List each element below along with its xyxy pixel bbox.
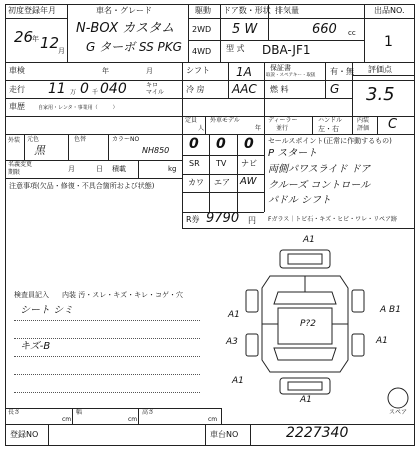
name-change-label2: 期限: [8, 169, 21, 176]
sales-point-2: 両側パワスライド ドア: [268, 164, 371, 175]
drive-label: 駆動: [195, 6, 211, 15]
grade: G ターボ SS PKG: [86, 40, 182, 54]
load-label: 積載: [112, 165, 126, 173]
warranty-value: 有・無: [330, 67, 354, 76]
recycle-value: 9790: [206, 211, 240, 226]
exterior-label: 外装: [8, 137, 21, 144]
mark-front: A1: [303, 235, 315, 245]
color-label: 色替: [74, 136, 87, 143]
model-change-label: 外車モデル: [210, 117, 240, 124]
name-change-month: 月: [68, 165, 75, 173]
capacity-unit: 人: [198, 125, 205, 132]
inspection-month-unit: 月: [146, 67, 153, 75]
width-label: 幅: [76, 409, 83, 416]
inspection-label: 車検: [9, 66, 25, 75]
width-unit: cm: [128, 416, 138, 423]
shift-label: シフト: [186, 66, 210, 75]
mileage-rest: 040: [100, 81, 127, 97]
height-label: 高さ: [142, 409, 155, 416]
mileage-man: 11: [48, 81, 66, 97]
mark-left-front: A1: [228, 310, 240, 320]
month-unit: 月: [58, 47, 65, 55]
drive-2wd: 2WD: [192, 25, 212, 34]
sales-point-3: クルーズ コントロール: [268, 180, 371, 191]
mark-left-rear: A3: [226, 337, 238, 347]
equip-leather: カワ: [188, 178, 204, 187]
name-change-label: 名義変更: [8, 161, 33, 168]
height-unit: cm: [208, 416, 218, 423]
interior-value: C: [388, 117, 398, 132]
ac-label: 冷 房: [186, 85, 205, 94]
warranty-label: 保証書: [270, 64, 291, 72]
recycle-label: R券: [186, 215, 200, 224]
door-value: 5 W: [232, 22, 258, 37]
mileage-label: 走行: [9, 85, 25, 94]
chassis-label: 車台NO: [210, 430, 239, 439]
equip-tv: TV: [216, 159, 227, 168]
interior-sub: 評価: [357, 125, 370, 132]
equip-aw: AW: [240, 176, 257, 187]
model-value: DBA-JF1: [262, 43, 311, 57]
mark-roof: P?2: [300, 319, 316, 329]
thousand-unit: 千: [92, 89, 99, 96]
history-label: 車歴: [9, 102, 25, 111]
length-label: 長さ: [8, 409, 21, 416]
lot-label: 出品NO.: [374, 6, 405, 15]
equipment-icon-2: 0: [216, 136, 226, 152]
equip-navi: ナビ: [241, 159, 257, 168]
reg-month: 12: [40, 34, 60, 52]
color-no-label: カラーNO: [112, 136, 140, 143]
inspection-year-unit: 年: [102, 67, 109, 75]
spare-label: スペア: [389, 409, 408, 416]
mileage-thousand: 0: [80, 81, 89, 97]
inspector-options: 内装 汚・スレ・キズ・キレ・コゲ・穴: [62, 291, 184, 299]
reg-no-label: 登録NO: [10, 430, 39, 439]
car-name-label: 車名・グレード: [96, 6, 152, 15]
glass-label: Fガラス｜トビ石・キズ・ヒビ・ワレ・リペア跡: [268, 216, 398, 223]
mark-right-front: A B1: [380, 305, 401, 315]
year-unit: 年: [32, 35, 39, 43]
model-change-unit: 年: [255, 125, 262, 132]
car-name: N-BOX カスタム: [76, 21, 175, 36]
inspector-note-1: シート シミ: [20, 305, 74, 316]
interior-label: 内装: [357, 117, 370, 124]
score-label: 評価点: [368, 65, 392, 74]
sales-points-label: セールスポイント(正常に作動するもの): [268, 137, 392, 145]
chassis-value: 2227340: [286, 425, 349, 441]
notes-label: 注意事項(欠品・修復・不具合箇所および状態): [9, 182, 155, 190]
reg-year: 26: [14, 28, 34, 46]
fuel-value: G: [330, 82, 340, 96]
score-value: 3.5: [366, 84, 395, 105]
exterior-value: 黒: [34, 144, 45, 157]
equip-airbag: エア: [214, 178, 230, 187]
displacement-value: 660: [312, 22, 337, 37]
inspector-note-2: キズ-B: [20, 341, 51, 352]
capacity-label: 定員: [185, 117, 198, 124]
man-unit: 万: [70, 89, 77, 96]
mark-rear: A1: [232, 376, 244, 386]
color-no-value: NH850: [142, 146, 170, 155]
dealer-sub: 並行: [276, 125, 289, 132]
shift-value: 1A: [236, 65, 252, 79]
km-unit: キロ: [146, 82, 159, 89]
dealer-label: ディーラー: [268, 117, 298, 124]
length-unit: cm: [62, 416, 72, 423]
door-label: ドア数・形状: [223, 6, 271, 15]
name-change-day: 日: [96, 165, 103, 173]
history-sub: 自家用・レンタ・事業用（ ）: [38, 105, 118, 111]
handle-value: 左・右: [318, 125, 339, 133]
handle-label: ハンドル: [318, 117, 343, 124]
equipment-icon-3: 0: [244, 136, 254, 152]
mark-right-rear: A1: [376, 336, 388, 346]
kg-unit: kg: [168, 165, 177, 173]
displacement-unit: cc: [348, 29, 356, 37]
warranty-sub: 取説・スペアキー・取扱: [266, 73, 316, 78]
mile-unit: マイル: [146, 89, 164, 96]
spare-tire-icon: [386, 386, 410, 410]
equipment-icon-1: 0: [189, 136, 199, 152]
mark-bottom: A1: [300, 395, 312, 405]
equip-sr: SR: [189, 159, 200, 168]
displacement-label: 排気量: [275, 6, 299, 15]
model-label: 型 式: [226, 44, 245, 53]
recycle-unit: 円: [248, 216, 256, 225]
inspector-label: 検査員記入: [14, 291, 49, 299]
drive-4wd: 4WD: [192, 47, 212, 56]
sales-point-4: パドル シフト: [268, 195, 331, 206]
lot-value: 1: [384, 34, 393, 50]
reg-date-label: 初度登録年月: [8, 6, 56, 15]
sales-point-1: P スタート: [268, 148, 318, 159]
exterior-sub: 元色: [27, 136, 40, 143]
fuel-label: 燃 料: [270, 85, 289, 94]
ac-value: AAC: [232, 82, 257, 96]
